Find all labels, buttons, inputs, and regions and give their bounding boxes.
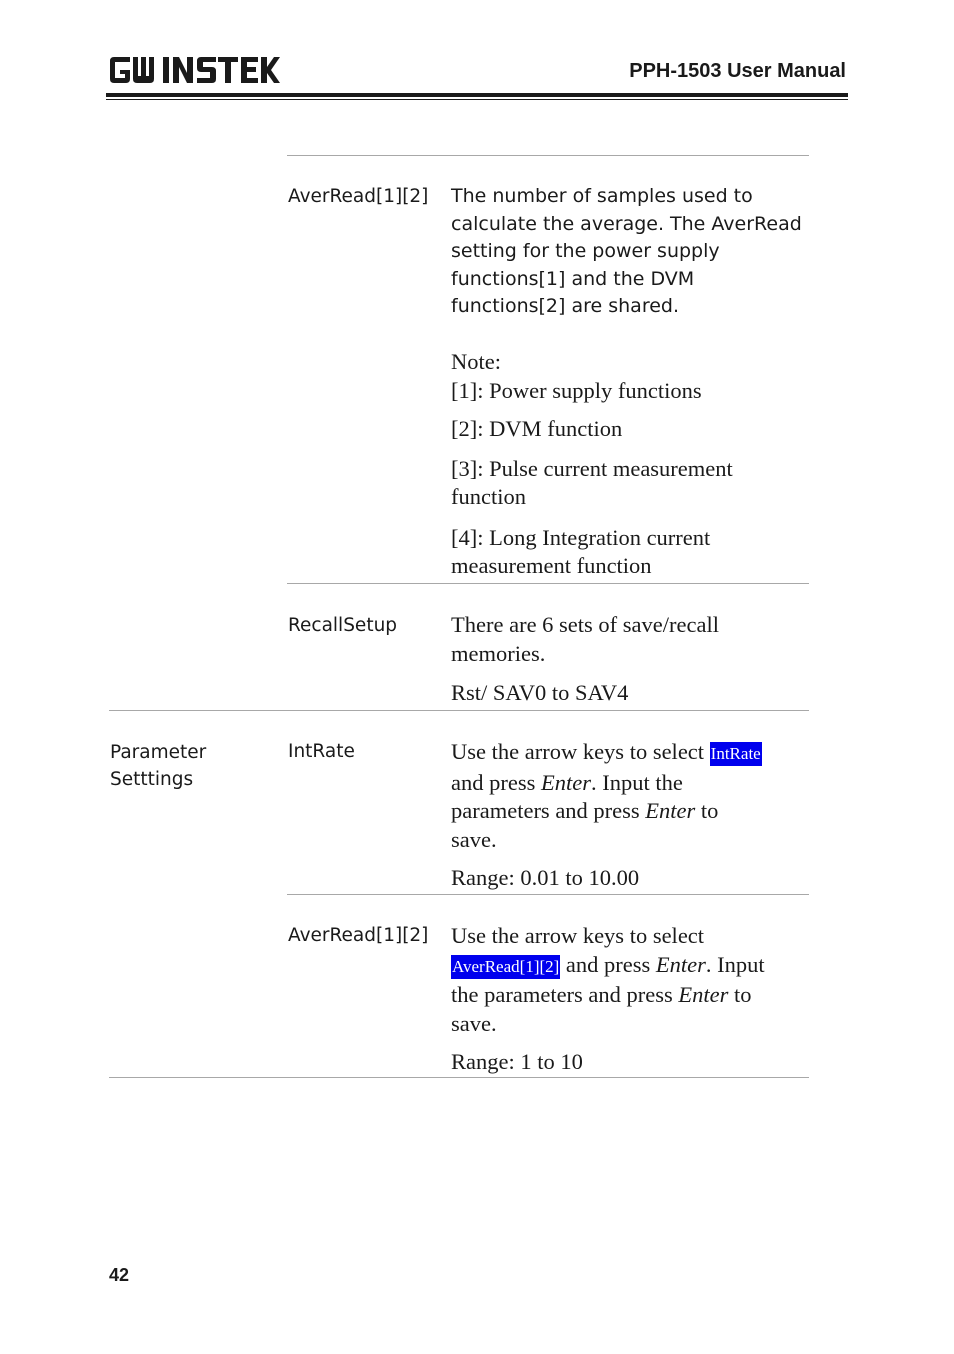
text-run: and press: [560, 951, 656, 977]
text-run: . Input: [705, 951, 765, 977]
text-line: save.: [451, 1010, 497, 1036]
recallsetup-description: [451, 611, 811, 708]
text-line: [451, 981, 811, 1010]
text-line: The number of samples used to: [451, 185, 753, 207]
text-line: [451, 797, 811, 826]
section-label-parameter-settings: [110, 739, 206, 793]
intrate-description: [451, 738, 811, 893]
note-item: measurement function: [451, 553, 652, 578]
table-rule: [109, 710, 809, 711]
enter-key-name: Enter: [678, 982, 729, 1007]
text-run: Use the arrow keys to select: [451, 739, 710, 764]
text-line: [451, 769, 811, 798]
enter-key-name: Enter: [655, 951, 706, 977]
text-line: functions[2] are shared.: [451, 295, 679, 317]
row-label-intrate: IntRate: [288, 741, 355, 762]
text-line: Use the arrow keys to select: [451, 923, 705, 948]
row-label-averread-setting: AverRead[1][2]: [288, 925, 429, 946]
section-label-line: Parameter: [110, 742, 207, 763]
text-line: [451, 738, 811, 769]
menu-item-highlight-intrate: IntRate: [710, 742, 762, 766]
enter-key-name: Enter: [645, 798, 696, 823]
text-line: There are 6 sets of save/recall: [451, 612, 719, 637]
table-rule: [287, 894, 809, 895]
text-run: parameters and press: [451, 798, 646, 823]
averread-setting-description: [451, 922, 811, 1077]
table-rule: [287, 155, 809, 156]
section-label-line: Setttings: [110, 769, 194, 790]
text-line: calculate the average. The AverRead: [451, 212, 802, 235]
text-run: to: [728, 982, 752, 1007]
averread-notes: [451, 348, 811, 581]
range-text: Range: 0.01 to 10.00: [451, 865, 640, 890]
averread-description: [451, 183, 811, 321]
menu-item-highlight-averread: AverRead[1][2]: [451, 955, 560, 979]
page-number: 42: [109, 1265, 130, 1285]
text-line: [451, 951, 811, 982]
manual-title: PPH-1503 User Manual: [629, 60, 846, 82]
header-rule: [106, 93, 848, 97]
table-rule: [109, 1077, 809, 1078]
text-line: setting for the power supply: [451, 240, 720, 262]
note-item: function: [451, 484, 526, 509]
note-item: [3]: Pulse current measurement: [451, 455, 733, 481]
gw-instek-logo: [108, 54, 280, 86]
note-item: [4]: Long Integration current: [451, 524, 711, 550]
range-text: Range: 1 to 10: [451, 1049, 583, 1074]
text-line: Rst/ SAV0 to SAV4: [451, 680, 629, 705]
text-line: save.: [451, 826, 497, 852]
text-line: functions[1] and the DVM: [451, 267, 695, 290]
note-title: Note:: [451, 349, 501, 374]
row-label-averread: AverRead[1][2]: [288, 186, 429, 207]
text-run: the parameters and press: [451, 982, 679, 1007]
header-rule-thin: [106, 99, 848, 100]
text-run: . Input the: [590, 769, 683, 795]
text-run: to: [695, 798, 719, 823]
text-line: memories.: [451, 640, 546, 666]
row-label-recallsetup: RecallSetup: [288, 615, 398, 636]
note-item: [2]: DVM function: [451, 416, 623, 441]
note-item: [1]: Power supply functions: [451, 377, 702, 403]
table-rule: [287, 583, 809, 584]
text-run: and press: [451, 769, 541, 795]
enter-key-name: Enter: [540, 769, 591, 795]
